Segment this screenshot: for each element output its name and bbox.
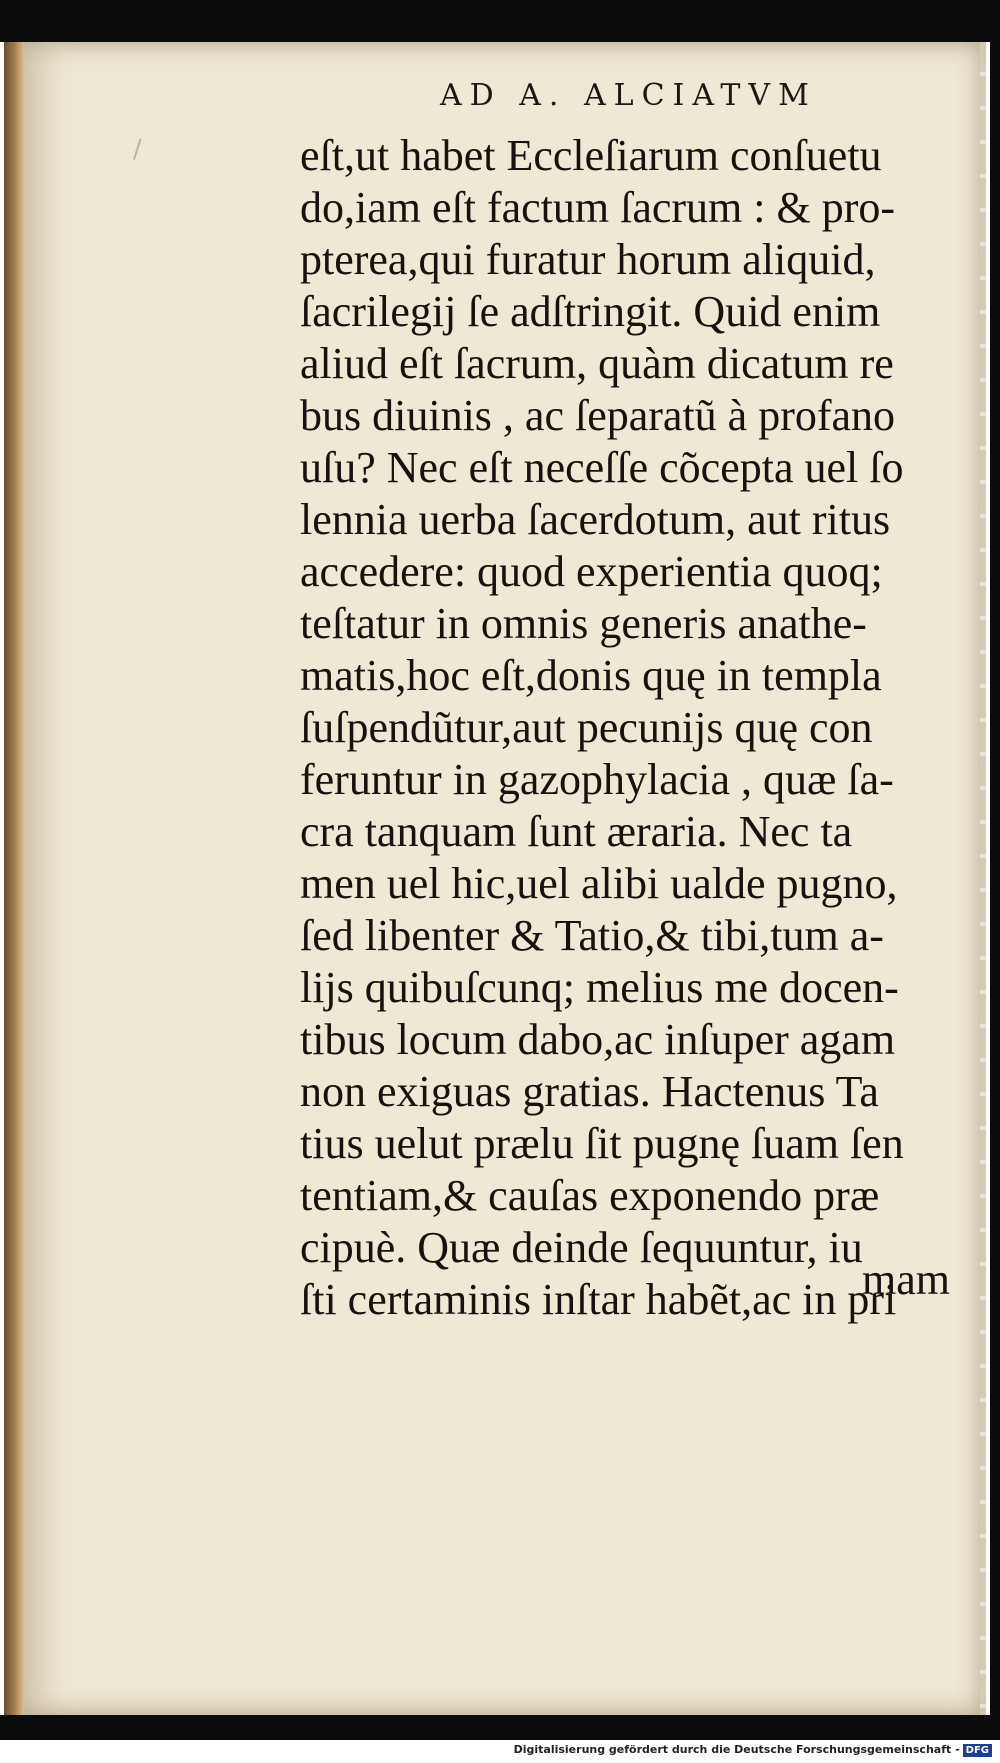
text-line: ſacrilegij ſe adſtringit. Quid enim — [300, 287, 881, 336]
text-line: ſuſpendũtur,aut pecunijs quę con — [300, 703, 873, 752]
text-line: lennia uerba ſacerdotum, aut ritus — [300, 495, 891, 544]
text-line: ſti certaminis inſtar habẽt,ac in pri — [300, 1275, 897, 1324]
scanner-top-border — [0, 0, 1000, 42]
text-line: aliud eſt ſacrum, quàm dicatum re — [300, 339, 894, 388]
catchword: mam — [862, 1255, 950, 1304]
text-line: teſtatur in omnis generis anathe- — [300, 599, 867, 648]
digitization-credit — [514, 1743, 992, 1757]
text-line: do,iam eſt factum ſacrum : & pro- — [300, 183, 896, 232]
scanner-bottom-border — [0, 1715, 1000, 1740]
text-line: cra tanquam ſunt æraria. Nec ta — [300, 807, 853, 856]
text-line: ſed libenter & Tatio,& tibi,tum a- — [300, 911, 884, 960]
text-line: accedere: quod experientia quoq; — [300, 547, 883, 596]
text-line: cipuè. Quæ deinde ſequuntur, iu — [300, 1223, 863, 1272]
body-text — [300, 130, 970, 1326]
credit-text: Digitalisierung gefördert durch die Deutsche Forschungsgemeinschaft - — [513, 1743, 960, 1756]
text-line: matis,hoc eſt,donis quę in templa — [300, 651, 882, 700]
text-line: pterea,qui furatur horum aliquid, — [300, 235, 876, 284]
text-line: men uel hic,uel alibi ualde pugno, — [300, 859, 898, 908]
page-fore-edge — [980, 42, 986, 1715]
dfg-logo: DFG — [963, 1744, 992, 1757]
text-line: feruntur in gazophylacia , quæ ſa- — [300, 755, 894, 804]
text-line: tius uelut prælu ſit pugnę ſuam ſen — [300, 1119, 904, 1168]
text-line: tentiam,& cauſas exponendo præ — [300, 1171, 880, 1220]
text-line: tibus locum dabo,ac inſuper agam — [300, 1015, 896, 1064]
text-line: uſu? Nec eſt neceſſe cõcepta uel ſo — [300, 443, 904, 492]
text-line: lijs quibuſcunq; melius me docen- — [300, 963, 899, 1012]
text-line: eſt,ut habet Eccleſiarum conſuetu — [300, 131, 882, 180]
text-line: bus diuinis , ac ſeparatũ à profano — [300, 391, 896, 440]
scanner-right-border — [990, 0, 1000, 1740]
text-line: non exiguas gratias. Hactenus Ta — [300, 1067, 879, 1116]
running-head: AD A. ALCIATVM — [440, 78, 817, 113]
book-spine-edge — [4, 42, 26, 1715]
